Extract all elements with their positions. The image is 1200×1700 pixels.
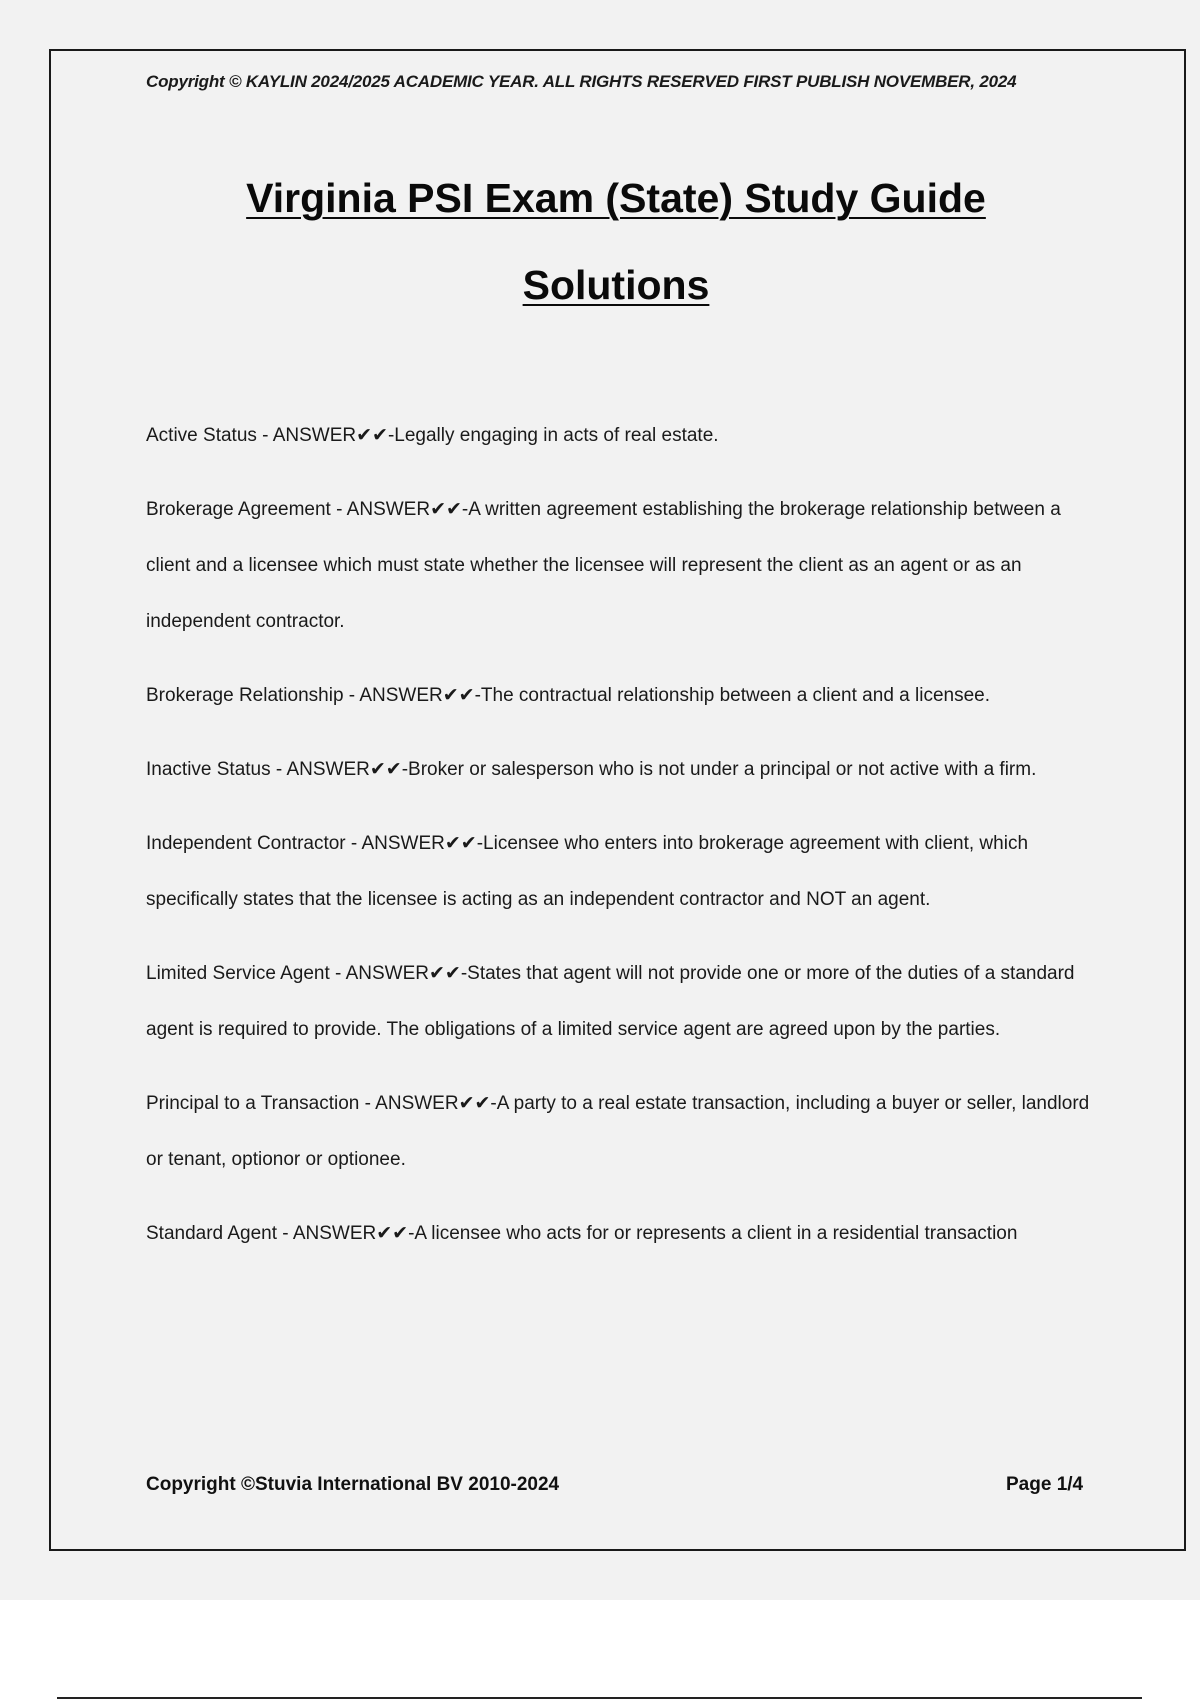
glossary-entry-limited-service-agent: Limited Service Agent - ANSWER✔✔-States that agent will not provide one or more of the duties of a standard agent is required to provide. The obligations of a limited service agent are agreed upon by the parties. xyxy=(146,963,1075,1040)
page-number: Page 1/4 xyxy=(1006,1474,1084,1495)
next-page-divider xyxy=(57,1697,1142,1699)
glossary-entry-active-status: Active Status - ANSWER✔✔-Legally engaging in acts of real estate. xyxy=(146,425,719,446)
document-title-line-2 xyxy=(146,262,1086,308)
glossary-entry-principal-to-a-transaction: Principal to a Transaction - ANSWER✔✔-A party to a real estate transaction, including a buyer or seller, landlord or tenant, optionor or optionee. xyxy=(146,1093,1090,1170)
glossary-entry-independent-contractor: Independent Contractor - ANSWER✔✔-Licensee who enters into brokerage agreement with client, which specifically states that the licensee is acting as an independent contractor and NOT an agent. xyxy=(146,833,1029,910)
glossary-entry-standard-agent: Standard Agent - ANSWER✔✔-A licensee who acts for or represents a client in a residential transaction xyxy=(146,1223,1018,1244)
document-title-text-1: Virginia PSI Exam (State) Study Guide xyxy=(246,175,986,221)
glossary-entry-brokerage-relationship: Brokerage Relationship - ANSWER✔✔-The contractual relationship between a client and a licensee. xyxy=(146,685,990,706)
document-title-line-1 xyxy=(146,175,1086,221)
footer-copyright: Copyright ©Stuvia International BV 2010-2024 xyxy=(146,1474,560,1495)
glossary-list xyxy=(146,408,1101,1280)
glossary-entry-inactive-status: Inactive Status - ANSWER✔✔-Broker or salesperson who is not under a principal or not active with a firm. xyxy=(146,759,1037,780)
header-copyright: Copyright © KAYLIN 2024/2025 ACADEMIC YEAR. ALL RIGHTS RESERVED FIRST PUBLISH NOVEMBER, 2024 xyxy=(146,72,1017,91)
document-title-text-2: Solutions xyxy=(522,262,710,308)
glossary-entry-brokerage-agreement: Brokerage Agreement - ANSWER✔✔-A written agreement establishing the brokerage relationship between a client and a licensee which must state whether the licensee will represent the client as an agent or as an independent contractor. xyxy=(146,499,1061,632)
